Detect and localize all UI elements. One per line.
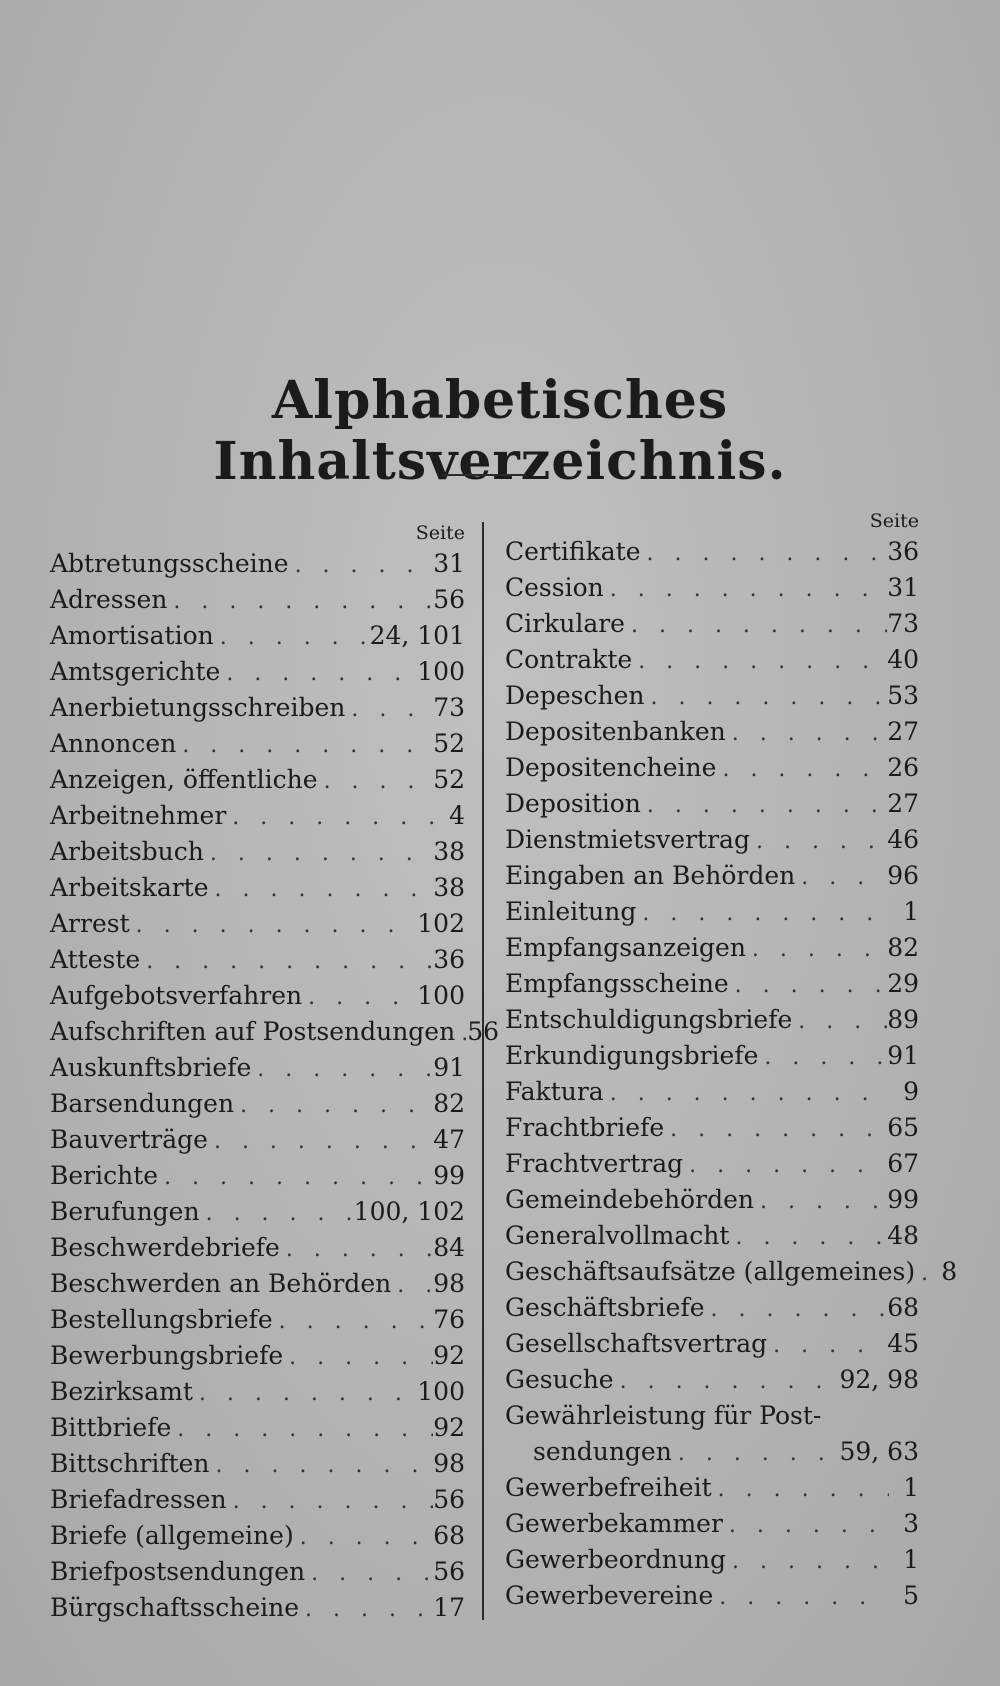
entry-label: Dienstmietsvertrag [505,825,750,854]
leader-dots [758,1040,887,1076]
entry-label: Generalvollmacht [505,1221,730,1250]
entry-page-number: 91 [887,1041,919,1070]
entry-page-number: 56 [467,1017,500,1046]
leader-dots [644,680,887,716]
entry-page-number: 99 [433,1161,465,1190]
leader-dots [915,1256,927,1292]
entry-page-number: 53 [887,681,919,710]
entry-page-number: 4 [449,801,465,830]
index-entry [505,1002,919,1038]
index-entry [505,1218,919,1254]
entry-label: Aufgebotsverfahren [50,981,303,1010]
entry-page-number: 29 [887,969,919,998]
leader-dots [705,1292,888,1328]
entry-page-number: 38 [433,837,465,866]
index-entry [50,762,465,798]
entry-page-number: 5 [903,1581,919,1610]
entry-page-number: 26 [887,753,919,782]
entry-page-number: 84 [433,1233,465,1262]
index-entry [50,618,465,654]
index-entry [505,930,919,966]
leader-dots [176,728,433,764]
entry-page-number: 96 [887,861,919,890]
entry-page-number: 56 [433,1485,465,1514]
index-entry [505,534,919,570]
index-entry [505,894,919,930]
leader-dots [158,1160,433,1196]
index-entry [505,786,919,822]
index-entry [505,606,919,642]
index-entry [505,1146,919,1182]
index-column-left [50,520,500,1626]
entry-label: Depositencheine [505,753,717,782]
entry-page-number: 52 [433,765,465,794]
entry-label: Faktura [505,1077,604,1106]
entry-label: Empfangsanzeigen [505,933,746,962]
index-entry [50,1374,465,1410]
entry-page-number: 98 [433,1449,465,1478]
entry-label: Bezirksamt [50,1377,193,1406]
entry-label: Bewerbungsbriefe [50,1341,284,1370]
leader-dots [227,1484,434,1520]
entry-page-number: 100, 102 [353,1197,465,1226]
entry-page-number: 9 [903,1077,919,1106]
leader-dots [604,572,887,608]
entry-page-number: 98 [433,1269,465,1298]
index-entry [50,1446,465,1482]
entry-label: Adressen [50,585,168,614]
entry-page-number: 1 [903,897,919,926]
leader-dots [391,1268,433,1304]
entry-page-number: 56 [433,585,465,614]
entry-label: Berichte [50,1161,159,1190]
entry-page-number: 56 [433,1557,465,1586]
entry-page-number: 100 [417,981,465,1010]
index-entry [50,978,465,1014]
entry-page-number: 47 [433,1125,465,1154]
leader-dots [792,1004,887,1040]
index-entry [505,858,919,894]
entry-page-number: 48 [887,1221,919,1250]
leader-dots [664,1112,887,1148]
entry-label: Beschwerdebriefe [50,1233,280,1262]
index-entry [505,1326,919,1362]
index-entry [50,942,465,978]
index-entry [505,1506,919,1542]
index-entry [50,1554,465,1590]
entry-page-number: 92, 98 [839,1365,919,1394]
leader-dots [193,1376,417,1412]
entry-label: Depositenbanken [505,717,726,746]
entry-label: Amortisation [50,621,214,650]
entry-page-number: 27 [887,789,919,818]
entry-label: Cession [505,573,604,602]
index-entry [50,1302,465,1338]
leader-dots [614,1364,840,1400]
entry-page-number: 27 [887,717,919,746]
entry-page-number: 45 [887,1329,919,1358]
index-entry [50,726,465,762]
entry-page-number: 92 [433,1341,465,1370]
leader-dots [294,1520,433,1556]
leader-dots [455,1016,467,1052]
entry-label: Bauverträge [50,1125,208,1154]
entry-label: Gewerbevereine [505,1581,714,1610]
entry-label: Bittbriefe [50,1413,172,1442]
entry-page-number: 1 [903,1473,919,1502]
leader-dots [318,764,434,800]
entry-label: Certifikate [505,537,641,566]
entry-page-number: 52 [433,729,465,758]
column-header-seite: Seite [869,510,919,532]
leader-dots [795,860,887,896]
entry-page-number: 68 [433,1521,465,1550]
index-entry [505,1254,958,1290]
index-entry [50,1158,465,1194]
index-entry [50,1194,465,1230]
entry-page-number: 89 [887,1005,919,1034]
index-entry [505,1290,919,1326]
entry-label: Gewährleistung für Post- [505,1401,822,1430]
index-entry [505,1542,919,1578]
entry-page-number: 82 [887,933,919,962]
entry-label: Atteste [50,945,141,974]
leader-dots [723,1508,889,1544]
leader-dots [171,1412,433,1448]
leader-dots [200,1196,354,1232]
leader-dots [604,1076,889,1112]
index-entry [50,654,465,690]
index-list-left [50,546,500,1626]
entry-page-number: 8 [941,1257,958,1286]
index-entry [505,714,919,750]
entry-label: Gesellschaftsvertrag [505,1329,768,1358]
entry-page-number: 82 [433,1089,465,1118]
index-entry [50,798,465,834]
entry-label: Frachtbriefe [505,1113,665,1142]
index-entry [505,1434,919,1470]
index-entry [50,1518,465,1554]
index-entry [505,1398,919,1434]
index-entry [50,1014,500,1050]
leader-dots [672,1436,840,1472]
entry-label: Briefpostsendungen [50,1557,306,1586]
entry-page-number: 1 [903,1545,919,1574]
entry-page-number: 40 [887,645,919,674]
page-title: Alphabetisches Inhaltsverzeichnis. [213,370,787,492]
entry-label: Contrakte [505,645,633,674]
entry-page-number: 46 [887,825,919,854]
entry-label: Briefe (allgemeine) [50,1521,294,1550]
index-entry [505,642,919,678]
entry-label: Depeschen [505,681,645,710]
index-entry [505,822,919,858]
index-entry [505,1578,919,1614]
entry-page-number: 73 [433,693,465,722]
leader-dots [632,644,887,680]
entry-label: Frachtvertrag [505,1149,684,1178]
index-entry [50,1482,465,1518]
index-entry [50,690,465,726]
entry-label: Berufungen [50,1197,200,1226]
leader-dots [209,872,434,908]
index-entry [50,1050,465,1086]
index-entry [505,1470,919,1506]
entry-label: Annoncen [50,729,177,758]
leader-dots [746,932,887,968]
leader-dots [305,1556,433,1592]
entry-label: Gemeindebehörden [505,1185,754,1214]
entry-label: Gewerbekammer [505,1509,723,1538]
entry-label: Auskunftsbriefe [50,1053,252,1082]
entry-label: Cirkulare [505,609,625,638]
entry-page-number: 36 [433,945,465,974]
index-entry [50,1410,465,1446]
entry-label: Abtretungsscheine [50,549,289,578]
entry-label: Bürgschaftsscheine [50,1593,300,1622]
leader-dots [302,980,417,1016]
entry-page-number: 102 [417,909,465,938]
leader-dots [641,536,888,572]
leader-dots [625,608,887,644]
leader-dots [729,1220,887,1256]
index-entry [50,1266,465,1302]
entry-label: Bittschriften [50,1449,210,1478]
column-divider [482,522,484,1620]
index-entry [50,546,465,582]
entry-label: Arbeitsbuch [50,837,204,866]
entry-page-number: 38 [433,873,465,902]
index-entry [50,870,465,906]
entry-page-number: 67 [887,1149,919,1178]
entry-label: Arbeitskarte [50,873,209,902]
column-header-seite: Seite [415,522,465,544]
entry-label: Einleitung [505,897,637,926]
leader-dots [273,1304,434,1340]
index-entry [505,750,919,786]
entry-page-number: 99 [887,1185,919,1214]
entry-page-number: 59, 63 [839,1437,919,1466]
entry-label: Deposition [505,789,641,818]
entry-label: Amtsgerichte [50,657,221,686]
entry-label: Beschwerden an Behörden [50,1269,392,1298]
index-entry [50,906,465,942]
entry-page-number: 36 [887,537,919,566]
index-entry [505,1362,919,1398]
entry-label: Eingaben an Behörden [505,861,796,890]
index-entry [50,1122,465,1158]
leader-dots [140,944,433,980]
entry-label: sendungen [533,1437,672,1466]
leader-dots [167,584,433,620]
entry-page-number: 65 [887,1113,919,1142]
index-list-right [505,534,958,1614]
entry-label: Aufschriften auf Postsendungen [50,1017,456,1046]
entry-label: Anzeigen, öffentliche [50,765,318,794]
leader-dots [299,1592,433,1628]
entry-page-number: 100 [417,1377,465,1406]
leader-dots [204,836,433,872]
entry-page-number: 68 [887,1293,919,1322]
entry-label: Gewerbeordnung [505,1545,727,1574]
index-entry [505,678,919,714]
entry-label: Geschäftsbriefe [505,1293,705,1322]
entry-label: Gewerbefreiheit [505,1473,712,1502]
leader-dots [726,1544,889,1580]
leader-dots [214,620,370,656]
leader-dots [729,968,888,1004]
leader-dots [251,1052,433,1088]
index-entry [505,966,919,1002]
index-entry [50,834,465,870]
leader-dots [712,1472,889,1508]
leader-dots [289,548,434,584]
entry-label: Empfangsscheine [505,969,729,998]
entry-page-number: 17 [433,1593,465,1622]
title-rule [442,474,526,476]
index-entry [505,1110,919,1146]
entry-page-number: 31 [887,573,919,602]
leader-dots [210,1448,434,1484]
entry-page-number: 76 [433,1305,465,1334]
index-entry [50,1338,465,1374]
entry-label: Barsendungen [50,1089,235,1118]
leader-dots [754,1184,887,1220]
index-entry [50,582,465,618]
entry-page-number: 100 [417,657,465,686]
entry-page-number: 24, 101 [369,621,465,650]
entry-label: Arrest [50,909,130,938]
leader-dots [208,1124,433,1160]
leader-dots [220,656,417,692]
index-entry [505,570,919,606]
entry-label: Bestellungsbriefe [50,1305,273,1334]
leader-dots [767,1328,887,1364]
entry-label: Entschuldigungsbriefe [505,1005,793,1034]
leader-dots [683,1148,887,1184]
entry-label: Erkundigungsbriefe [505,1041,759,1070]
leader-dots [716,752,887,788]
entry-page-number: 92 [433,1413,465,1442]
leader-dots [280,1232,433,1268]
leader-dots [750,824,887,860]
leader-dots [283,1340,433,1376]
leader-dots [130,908,418,944]
leader-dots [234,1088,433,1124]
leader-dots [641,788,887,824]
index-entry [50,1086,465,1122]
entry-label: Arbeitnehmer [50,801,227,830]
index-entry [50,1230,465,1266]
leader-dots [726,716,887,752]
leader-dots [226,800,435,836]
leader-dots [345,692,433,728]
entry-page-number: 3 [903,1509,919,1538]
index-entry [50,1590,465,1626]
entry-label: Geschäftsaufsätze (allgemeines) [505,1257,916,1286]
leader-dots [636,896,889,932]
index-entry [505,1074,919,1110]
index-entry [505,1038,919,1074]
entry-page-number: 31 [433,549,465,578]
index-column-right [505,508,958,1614]
entry-label: Briefadressen [50,1485,227,1514]
entry-page-number: 73 [887,609,919,638]
entry-label: Gesuche [505,1365,614,1394]
entry-label: Anerbietungsschreiben [50,693,346,722]
entry-page-number: 91 [433,1053,465,1082]
leader-dots [713,1580,889,1616]
index-entry [505,1182,919,1218]
